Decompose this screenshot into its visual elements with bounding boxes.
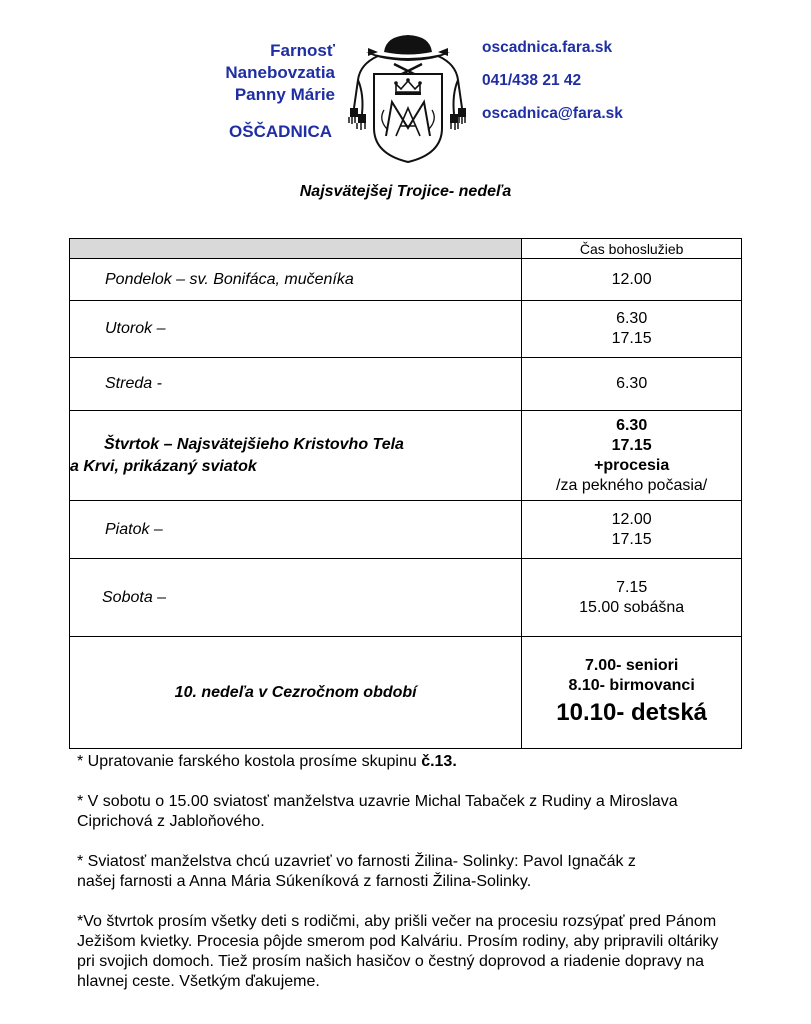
day-cell: Sobota –	[70, 559, 522, 637]
time-column-header: Čas bohoslužieb	[522, 239, 742, 259]
day-line: a Krvi, prikázaný sviatok	[70, 457, 257, 475]
weather-note: /za pekného počasia/	[556, 476, 708, 494]
table-header-row	[70, 239, 742, 259]
parish-name	[150, 40, 335, 106]
table-row	[70, 358, 742, 411]
day-cell: Streda -	[70, 358, 522, 411]
table-row	[70, 501, 742, 559]
time-value: 7.00- seniori	[584, 656, 679, 674]
notice-wedding-zilina: * Sviatosť manželstva chcú uzavrieť vo farnosti Žilina- Solinky: Pavol Ignačák z našej farnosti a Anna Mária Súkeníková z farnosti Žilina-Solinky.	[77, 853, 636, 890]
table-row	[70, 559, 742, 637]
time-value: 7.15	[616, 578, 648, 596]
time-value: 12.00	[611, 510, 652, 528]
time-value: 6.30	[616, 416, 648, 434]
time-value: 17.15	[611, 436, 652, 454]
mass-schedule-table	[69, 238, 742, 749]
day-cell: 10. nedeľa v Cezročnom období	[70, 637, 522, 749]
phone-number: 041/438 21 42	[482, 72, 582, 89]
parish-name-line-1: Farnosť	[270, 41, 335, 60]
notice-cleaning	[77, 752, 777, 772]
time-cell	[522, 637, 742, 749]
day-column-header	[70, 239, 522, 259]
table-row	[70, 637, 742, 749]
contact-info	[482, 39, 623, 138]
parish-name-line-2: Nanebovzatia	[225, 63, 335, 82]
cleaning-group: č.13.	[421, 753, 457, 770]
table-row	[70, 411, 742, 501]
time-cell	[522, 358, 742, 411]
parish-name-line-3: Panny Márie	[234, 85, 335, 104]
time-value: 6.30	[616, 310, 648, 327]
day-cell: Piatok –	[70, 501, 522, 559]
email-link[interactable]: oscadnica@fara.sk	[482, 105, 623, 122]
procession-note: +procesia	[594, 456, 670, 474]
time-value: 10.10- detská	[556, 698, 708, 726]
day-cell: Utorok –	[70, 301, 522, 358]
table-row	[70, 301, 742, 358]
parish-town: OŠČADNICA	[229, 122, 332, 141]
announcements	[77, 752, 777, 1012]
time-value: 17.15	[611, 330, 652, 347]
day-cell	[70, 411, 522, 501]
time-cell	[522, 411, 742, 501]
notice-procession: *Vo štvrtok prosím všetky deti s rodičmi, aby prišli večer na procesiu rozsýpať pred Pánom Ježišom kvietky. Procesia pôjde smerom pod Kalváriu. Prosím rodiny, aby pripravili oltáriky pri svojich domoch. Tiež prosím našich hasičov o čestný doprovod a riadenie dopravy na hlavnej ceste. Všetkým ďakujeme.	[77, 913, 719, 990]
time-value: 12.00	[611, 270, 652, 288]
time-value: 6.30	[616, 375, 648, 392]
notice-wedding-saturday: * V sobotu o 15.00 sviatosť manželstva uzavrie Michal Tabaček z Rudiny a Miroslava Ciprichová z Jabloňového.	[77, 793, 678, 830]
time-cell	[522, 559, 742, 637]
time-value: 15.00 sobášna	[579, 598, 685, 616]
day-cell: Pondelok – sv. Bonifáca, mučeníka	[70, 259, 522, 301]
time-cell	[522, 501, 742, 559]
time-value: 17.15	[611, 530, 652, 548]
website-link[interactable]: oscadnica.fara.sk	[482, 39, 613, 56]
table-row	[70, 259, 742, 301]
time-cell	[522, 301, 742, 358]
time-value: 8.10- birmovanci	[568, 676, 695, 694]
page-title: Najsvätejšej Trojice- nedeľa	[299, 183, 512, 200]
bishop-hat-coat-of-arms-icon	[338, 30, 478, 165]
time-cell	[522, 259, 742, 301]
day-line: Štvrtok – Najsvätejšieho Kristovho Tela	[104, 435, 404, 453]
notice-cleaning-text: * Upratovanie farského kostola prosíme skupinu	[77, 753, 422, 770]
